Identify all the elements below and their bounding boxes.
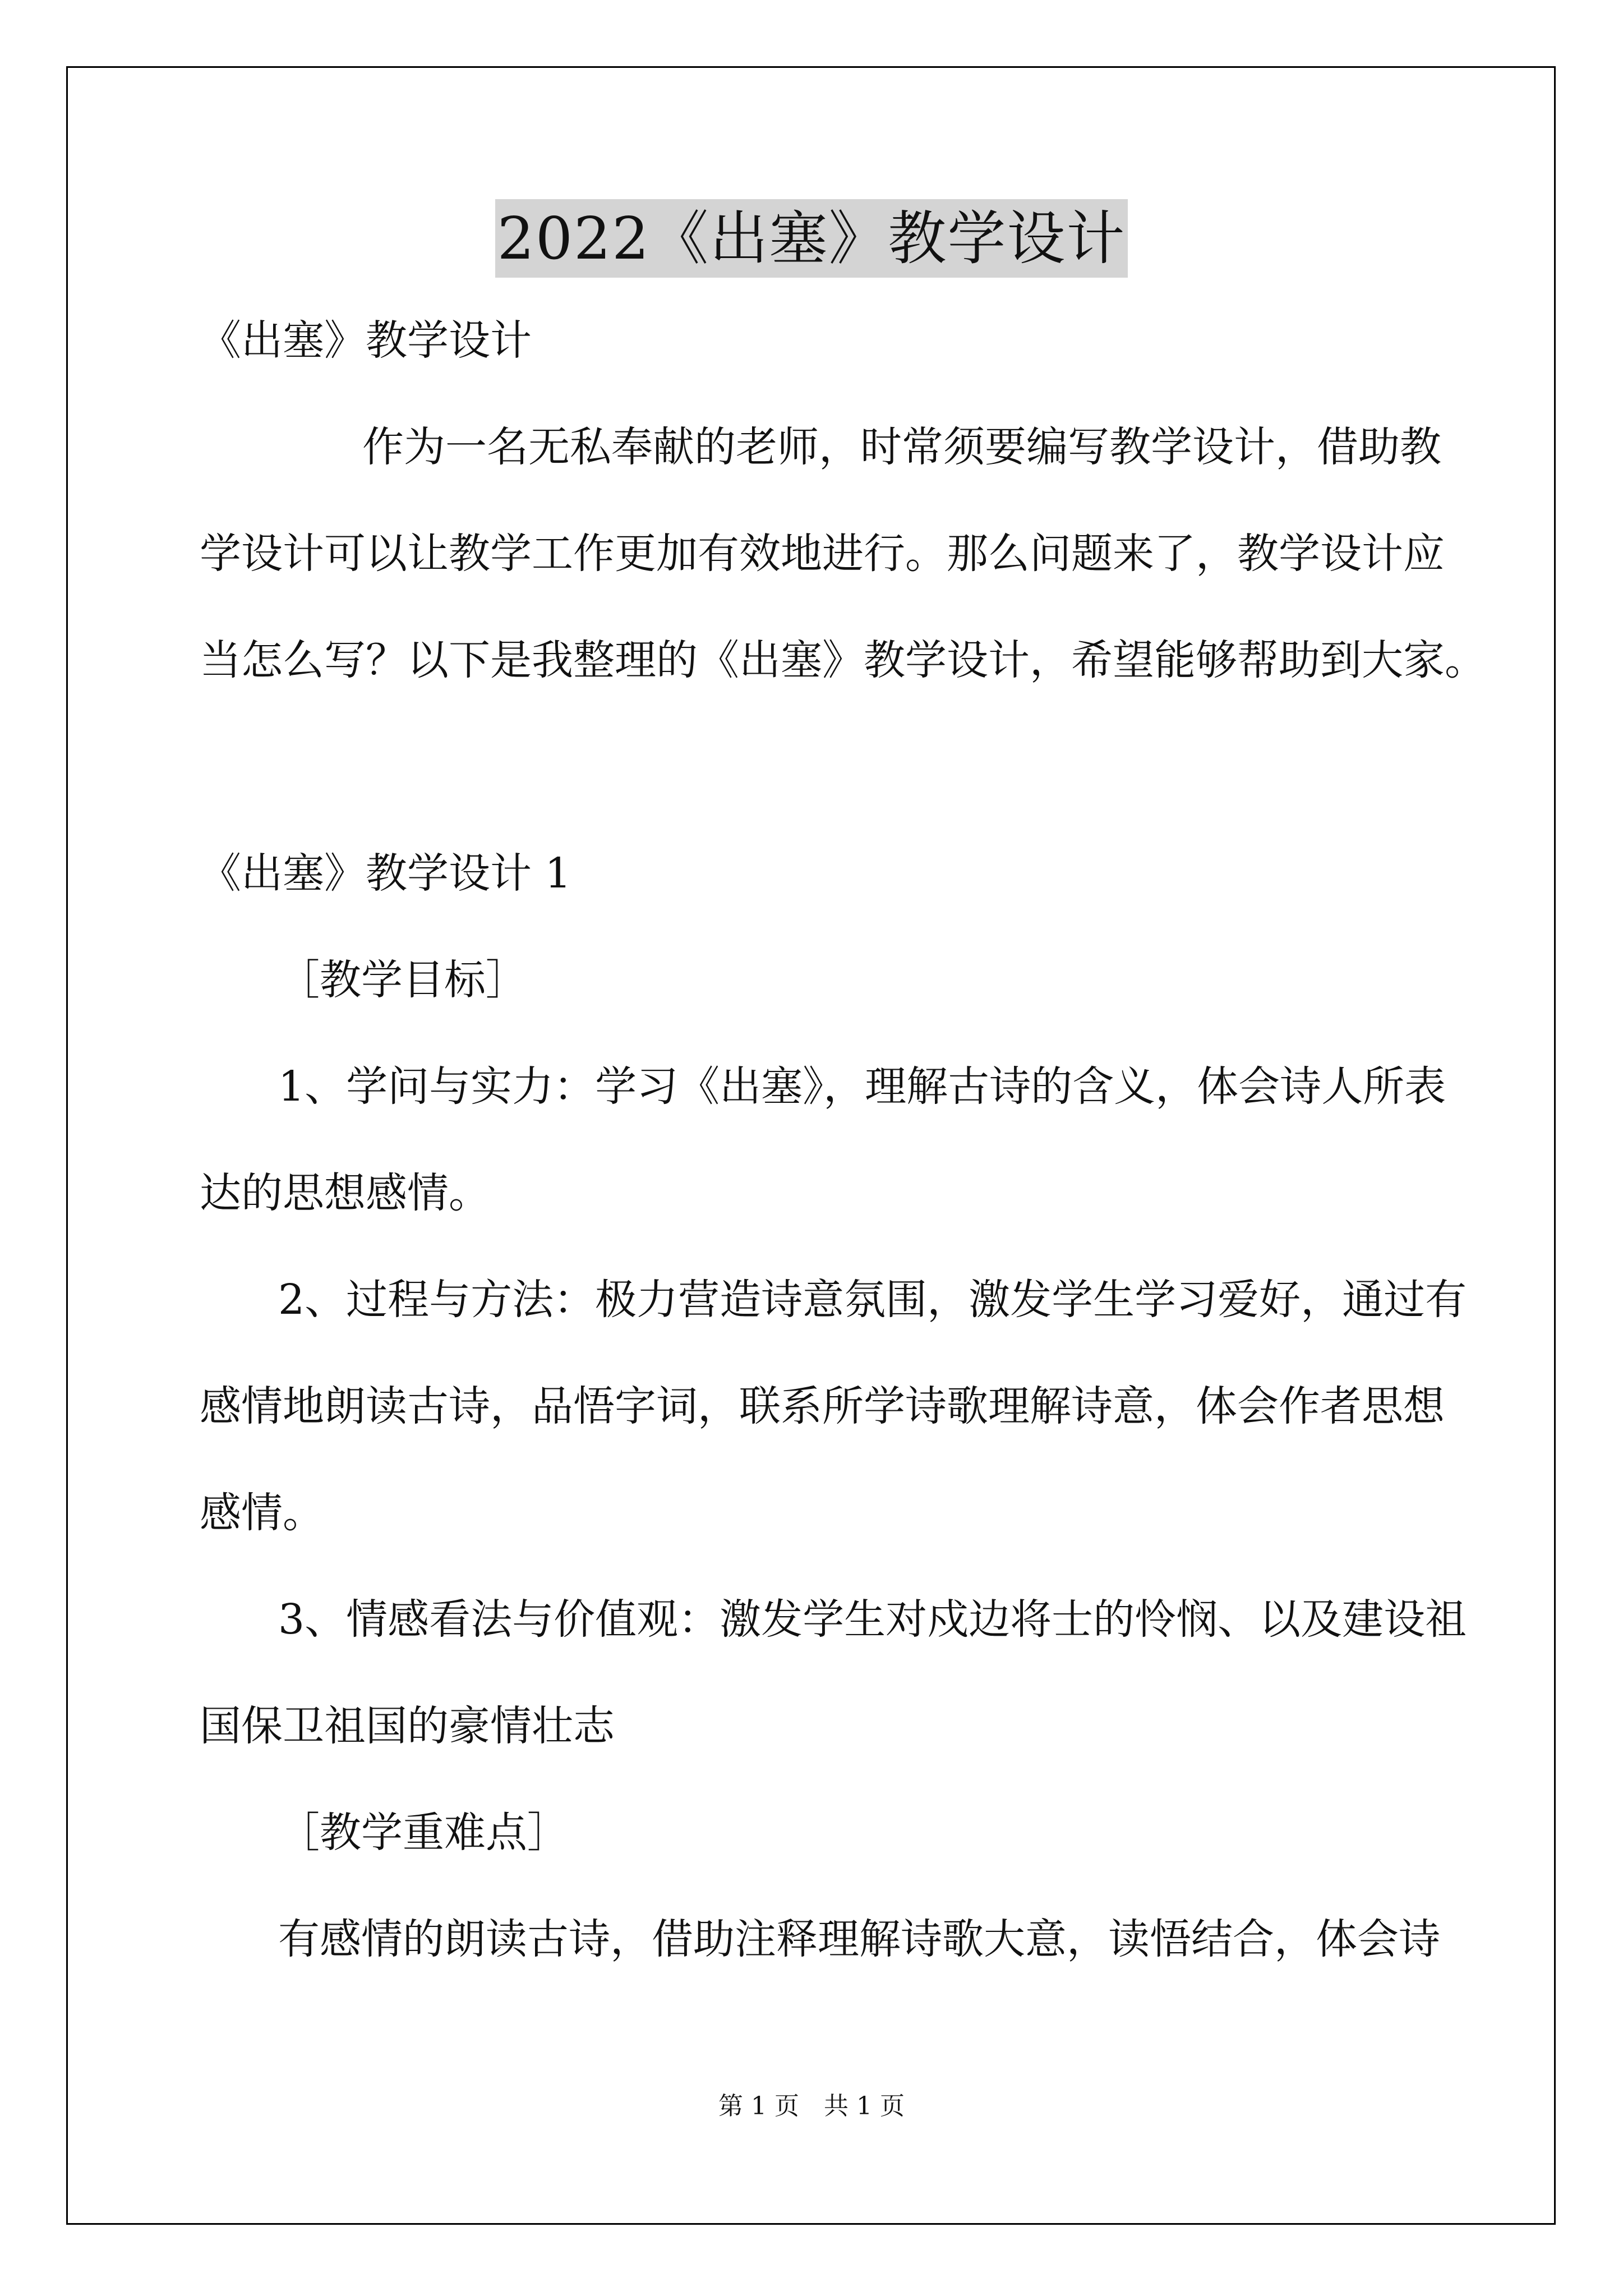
paragraph-line: 《出塞》教学设计 1 [200, 849, 571, 898]
paragraph-line: 《出塞》教学设计 [200, 316, 532, 365]
document-body [200, 314, 1486, 1966]
paragraph-line: 3、情感看法与价值观：激发学生对戍边将士的怜悯、以及建设祖 [278, 1595, 1467, 1644]
paragraph-line: 感情地朗读古诗，品悟字词，联系所学诗歌理解诗意，体会作者思想 [200, 1382, 1445, 1430]
paragraph-line: ［教学目标］ [278, 956, 527, 1004]
paragraph-line: 国保卫祖国的豪情壮志 [200, 1702, 615, 1750]
paragraph-line: 当怎么写？以下是我整理的《出塞》教学设计，希望能够帮助到大家。 [200, 636, 1486, 684]
paragraph-line: 达的思想感情。 [200, 1169, 490, 1217]
page-footer: 第 1 页 共 1 页 [718, 2092, 905, 2120]
paragraph-line: 1、学问与实力：学习《出塞》，理解古诗的含义，体会诗人所表 [278, 1062, 1446, 1111]
paragraph-line: 2、过程与方法：极力营造诗意氛围，激发学生学习爱好，通过有 [278, 1276, 1467, 1324]
paragraph-line: 有感情的朗读古诗，借助注释理解诗歌大意，读悟结合，体会诗 [278, 1915, 1440, 1963]
paragraph-line: 学设计可以让教学工作更加有效地进行。那么问题来了，教学设计应 [200, 530, 1445, 578]
paragraph-line: 作为一名无私奉献的老师，时常须要编写教学设计，借助教 [362, 423, 1441, 471]
paragraph-line: 感情。 [200, 1489, 324, 1537]
document-title: 2022《出塞》教学设计 [495, 199, 1128, 278]
title-container [0, 199, 1623, 278]
paragraph-line: ［教学重难点］ [278, 1809, 569, 1857]
